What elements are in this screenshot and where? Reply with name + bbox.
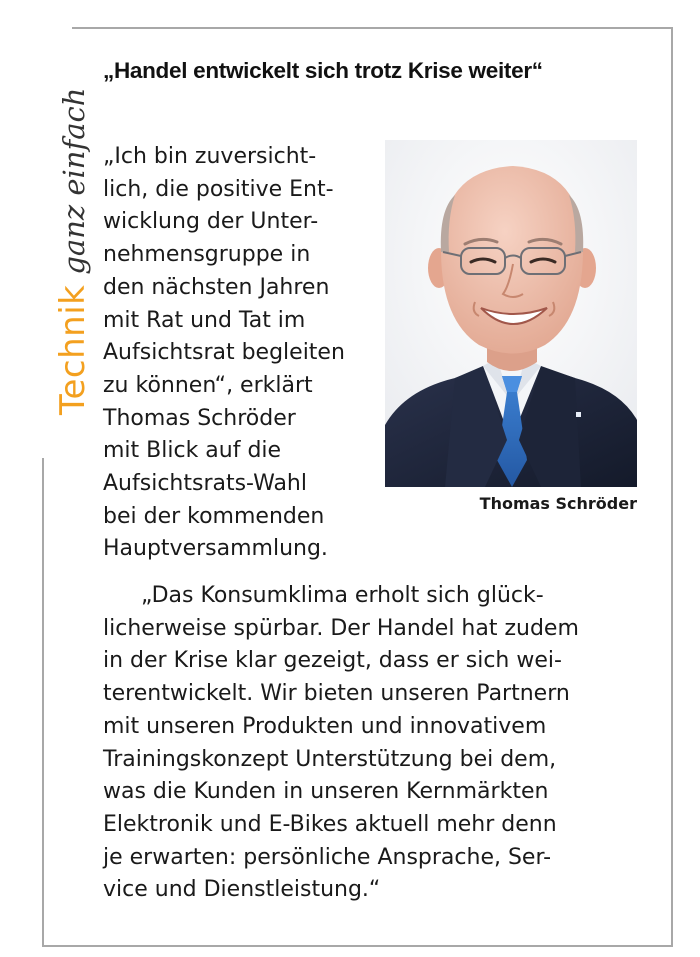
series-label-word1: Technik — [53, 284, 93, 415]
text-line: Thomas Schröder — [103, 405, 296, 431]
text-line: Elektronik und E-Bikes aktuell mehr denn — [103, 811, 557, 837]
series-label-word2: ganz einfach — [57, 87, 91, 275]
frame-right-line — [671, 27, 673, 947]
text-line: mit Rat und Tat im — [103, 307, 306, 333]
portrait-illustration — [385, 140, 637, 487]
text-line: bei der kommenden — [103, 503, 325, 529]
text-line: „Ich bin zuversicht- — [103, 144, 317, 169]
text-line: nehmensgruppe in — [103, 242, 311, 268]
article-text-column — [103, 141, 393, 566]
text-line: was die Kunden in unseren Kernmärkten — [103, 779, 549, 805]
photo-caption: Thomas Schröder — [479, 494, 637, 513]
portrait-photo — [385, 140, 637, 487]
text-line: terentwickelt. Wir bieten unseren Partnern — [103, 681, 570, 707]
text-line: je erwarten: persönliche Ansprache, Ser- — [103, 844, 552, 870]
frame-left-line — [42, 458, 44, 947]
text-line: wicklung der Unter- — [103, 209, 319, 235]
article-headline: „Handel entwickelt sich trotz Krise weiter“ — [103, 58, 543, 83]
text-line: zu können“, erklärt — [103, 372, 313, 398]
text-line: „Das Konsumklima erholt sich glück- — [141, 583, 544, 608]
text-line: Aufsichtsrats-Wahl — [103, 471, 307, 497]
series-label — [53, 87, 93, 415]
text-line: vice und Dienstleistung.“ — [103, 877, 381, 903]
text-line: in der Krise klar gezeigt, dass er sich wei- — [103, 648, 562, 674]
text-line: mit Blick auf die — [103, 438, 282, 464]
text-line: Aufsichtsrat begleiten — [103, 340, 345, 366]
text-line: mit unseren Produkten und innovativem — [103, 713, 547, 739]
frame-top-line — [72, 27, 673, 29]
text-line: lich, die positive Ent- — [103, 176, 334, 202]
article-text-full-width — [103, 580, 663, 907]
frame-bottom-line — [42, 945, 673, 947]
text-line: licherweise spürbar. Der Handel hat zudem — [103, 615, 579, 641]
text-line: Trainingskonzept Unterstützung bei dem, — [103, 746, 557, 772]
text-line: den nächsten Jahren — [103, 274, 330, 300]
text-line: Hauptversammlung. — [103, 536, 328, 562]
